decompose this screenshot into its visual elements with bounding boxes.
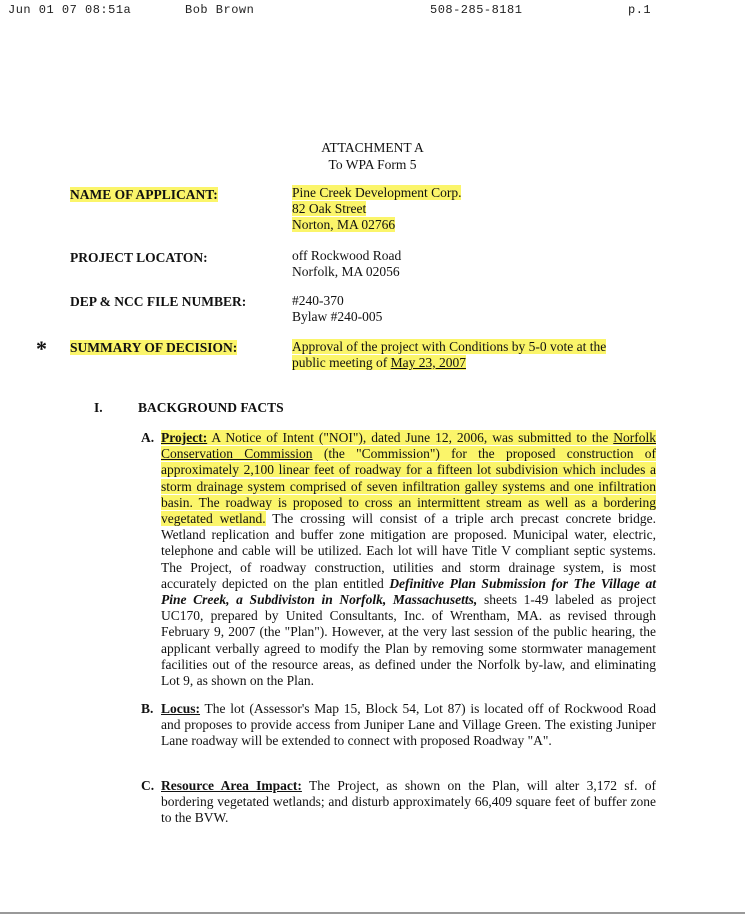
- section-number: I.: [94, 400, 103, 415]
- location-value: [292, 248, 401, 280]
- item-heading: Project:: [161, 430, 208, 445]
- item-body: Resource Area Impact: The Project, as shown on the Plan, will alter 3,172 sf. of bordering vegetated wetlands; and disturb approximately 66,409 square feet of buffer zone to the BVW.: [161, 778, 656, 826]
- applicant-label: NAME OF APPLICANT:: [70, 187, 218, 202]
- applicant-value: [292, 185, 461, 233]
- item-heading: Resource Area Impact:: [161, 778, 302, 793]
- item-body: Project: A Notice of Intent ("NOI"), dated June 12, 2006, was submitted to the Norfolk Conservation Commission (the "Commission") for the proposed construction of approximately 2,100 linear feet of roadway for a fifteen lot subdivision which includes a storm drainage system comprised of seven infiltration galley systems and one infiltration basin. The roadway is proposed to cross an intermittent stream as well as a bordering vegetated wetland. The crossing will consist of a triple arch precast concrete bridge. Wetland replication and buffer zone mitigation are proposed. Municipal water, electric, telephone and cable will be utilized. Each lot will have Title V compliant septic systems. The Project, of roadway construction, utilities and storm drainage system, is most accurately depicted on the plan entitled Definitive Plan Submission for The Village at Pine Creek, a Subdiviston in Norfolk, Massachusetts, sheets 1-49 labeled as project UC170, prepared by United Consultants, Inc. of Wrentham, MA. as revised through February 9, 2007 (the "Plan"). However, at the very last session of the public hearing, the applicant verbally agreed to modify the Plan by removing some stormwater management facilities out of the resource areas, as defined under the Norfolk by-law, and eliminating Lot 9, as shown on the Plan.: [161, 430, 656, 689]
- commission-name: Norfolk Conservation Commission: [161, 430, 656, 462]
- fax-sender: Bob Brown: [185, 3, 255, 17]
- item-body: Locus: The lot (Assessor's Map 15, Block 54, Lot 87) is located off of Rockwood Road and proposes to provide access from Juniper Lane and Village Green. The existing Juniper Lane roadway will be extended to connect with proposed Roadway "A".: [161, 701, 656, 749]
- decision-label: SUMMARY OF DECISION:: [70, 340, 238, 355]
- decision-line-1: Approval of the project with Conditions by 5-0 vote at the: [292, 339, 607, 354]
- decision-line-2: public meeting of May 23, 2007: [292, 355, 466, 370]
- file-number-value: [292, 293, 382, 325]
- location-label: PROJECT LOCATON:: [70, 250, 208, 265]
- decision-value: [292, 339, 606, 371]
- section-title: BACKGROUND FACTS: [138, 400, 284, 415]
- plan-title: Definitive Plan Submission for The Village at Pine Creek, a Subdiviston in Norfolk, Massachusetts,: [161, 575, 656, 608]
- location-line-2: Norfolk, MA 02056: [292, 264, 400, 279]
- item-letter: C.: [141, 778, 155, 793]
- item-locus: [141, 701, 656, 750]
- decision-date: May 23, 2007: [390, 355, 466, 370]
- item-project: [141, 430, 656, 689]
- location-line-1: off Rockwood Road: [292, 248, 402, 263]
- asterisk-mark: *: [36, 336, 47, 361]
- fax-page: p.1: [628, 3, 652, 17]
- fax-datetime: Jun 01 07 08:51a: [8, 3, 132, 17]
- applicant-street: 82 Oak Street: [292, 201, 367, 216]
- file-number-dep: #240-370: [292, 293, 344, 308]
- applicant-name: Pine Creek Development Corp.: [292, 185, 462, 200]
- file-number-label: DEP & NCC FILE NUMBER:: [70, 294, 247, 309]
- item-resource-impact: [141, 778, 656, 827]
- item-letter: B.: [141, 701, 154, 716]
- item-heading: Locus:: [161, 701, 201, 716]
- applicant-city: Norton, MA 02766: [292, 217, 396, 232]
- item-letter: A.: [141, 430, 155, 445]
- attachment-subtitle: To WPA Form 5: [328, 157, 417, 172]
- fax-phone: 508-285-8181: [430, 3, 523, 17]
- page-edge-line: [0, 912, 745, 914]
- file-number-bylaw: Bylaw #240-005: [292, 309, 383, 324]
- attachment-title: ATTACHMENT A: [321, 140, 424, 155]
